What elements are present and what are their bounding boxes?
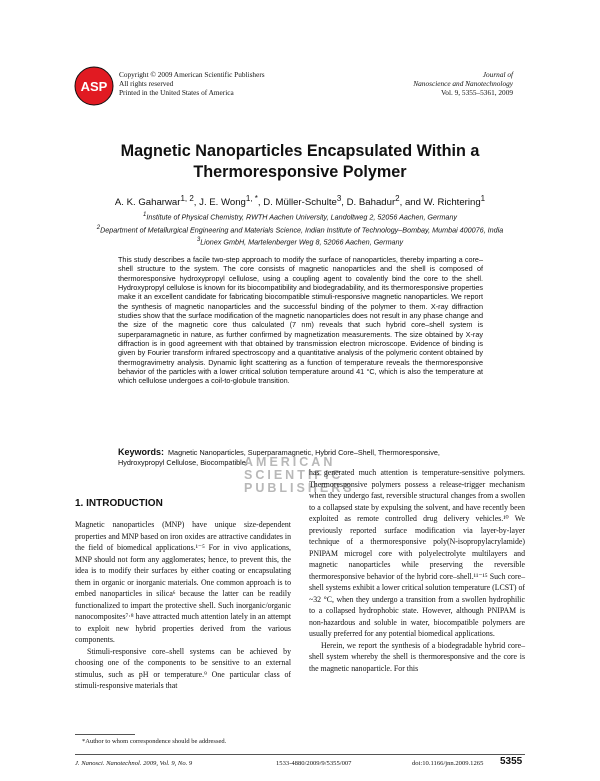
author-separator: , [341,197,347,209]
paragraph: Herein, we report the synthesis of a biodegradable hybrid core–shell system whereby the shell is thermoresponsive and the core is the magnetic nanoparticle. For this [309,640,525,673]
author-separator: , and [399,197,424,209]
left-column [75,519,291,692]
rights-line: All rights reserved [119,79,174,88]
affiliation-text: Lionex GmbH, Martelenberger Weg 8, 52066 Aachen, Germany [200,237,404,247]
section-heading [75,498,163,509]
asp-logo-text: ASP [80,79,108,94]
asp-logo [74,66,114,106]
paragraph: Magnetic nanoparticles (MNP) have unique size-dependent properties and MNP based on iron oxides are attractive candidates in the field of biomedical applications.¹⁻⁵ For in vivo applications, MNP should not form any agglomerates; hence, to prevent this, the idea is to modify their surfaces by either coating or encapsulating them in organic or inorganic materials. One common approach is to embed nanoparticles in silica⁶ because the latter can be readily functionalized to impart the protective shell. Such inorganic/organic nanocomposites⁷·⁸ have attracted much attention lately in an attempt to exploit new hybrid properties derived from the various components. [75,520,291,644]
journal-line-1: Journal of [482,70,513,79]
author-sup: 3 [336,194,342,203]
paragraph: Stimuli-responsive core–shell systems can be achieved by choosing one of the components to be sensitive to an external stimulus, such as pH or temperature.⁹ One particular class of stimuli-responsive materials that [75,646,291,690]
copyright-line: Copyright © 2009 American Scientific Publishers [119,70,265,79]
author-sup: 1, * [245,194,258,203]
affiliation-item [60,223,540,236]
author-name: D. Bahadur [346,197,396,209]
footnote: *Author to whom correspondence should be addressed. [82,738,227,745]
author-list [0,194,600,208]
author-name: D. Müller-Schulte [263,197,337,209]
footnote-rule [75,734,135,735]
author-sup: 2 [395,194,400,203]
paragraph: has generated much attention is temperature-sensitive polymers. Thermoresponsive polymers possess a release-trigger mechanism when they undergo fast, reversible structural changes from a swollen to a collapsed state by expulsing the solvent, and have recently been exploited as remote controlled drug delivery vehicles.¹⁰ We previously reported surface modification via layer-by-layer technique of a thermoresponsive poly(N-isopropylacrylamide) PNIPAM microgel core with polyelectrolyte multilayers and magnetic nanoparticles while preserving the reversible thermoresponsive behavior of the hybrid core–shell.¹¹⁻¹⁵ Such core–shell systems exhibit a lower critical solution temperature (LCST) of ~32 °C, when they undergo a transition from a swollen hydrophilic to a collapsed hydrophobic state. However, although PNIPAM is non-hazardous and soluble in water, biocompatible polymers are usually preferred for any potential biomedical applications. [309,468,525,638]
author-separator: , [193,197,200,209]
author-sup: 1, 2 [180,194,194,203]
footer-doi: doi:10.1166/jnn.2009.1265 [412,760,484,767]
printed-line: Printed in the United States of America [119,88,234,97]
title-line-1: Magnetic Nanoparticles Encapsulated Within a [120,142,480,160]
copyright-block [119,70,265,97]
journal-volume: Vol. 9, 5355–5361, 2009 [440,88,513,97]
affiliation-item [60,210,540,223]
abstract: This study describes a facile two-step approach to modify the surface of nanoparticles, thereby imparting a core–shell structure to the system. The core consists of magnetic nanoparticles and the shell is composed of thermoresponsive hydroxypropyl cellulose, using a coupling agent to covalently bind the core to the shell. Hydroxypropyl cellulose is known for its biocompatibility and biodegradability, and its thermoresponsive properties make it an excellent candidate for fabricating biocompatible stimuli-responsive magnetic nanoparticles. We report the synthesis of magnetic nanoparticles and the successful binding of the polymer to them. X-ray diffraction studies show that the surface modification of the magnetic nanoparticles does not result in any phase change and the size of the magnetic core thus calculated (7 nm) reveals that such hybrid core–shell system is superparamagnetic in nature, as further confirmed by magnetization measurements. The size obtained by X-ray diffraction is in good agreement with that obtained by transmission electron microscope. Evidence of binding is given by Fourier transform infrared spectroscopy and a quantitative analysis of the polymeric content obtained by thermogravimetry analysis. Dynamic light scattering as a function of temperature reveals the thermoresponsive behavior of the particles with a lower critical solution temperature around 41 °C, which is also the temperature at which cellulose undergoes a coil-to-globule transition. [118,255,483,386]
affiliations [60,210,540,248]
section-number: 1. [75,498,84,509]
affiliation-text: Institute of Physical Chemistry, RWTH Aachen University, Landoltweg 2, 52056 Aachen, Germany [146,212,457,222]
author-name: J. E. Wong [199,197,246,209]
watermark-line: SCIENTIFIC [244,468,344,482]
footer-issn: 1533-4880/2009/9/5355/007 [276,760,352,767]
watermark-line: AMERICAN [244,455,336,469]
footer-citation: J. Nanosci. Nanotechnol. 2009, Vol. 9, No. 9 [75,760,193,767]
affiliation-sup: 2 [96,224,101,231]
author-separator: , [257,197,264,209]
journal-line-2: Nanoscience and Nanotechnology [413,79,513,88]
keywords-label: Keywords: [118,447,165,457]
affiliation-sup: 1 [142,212,147,218]
affiliation-text: Department of Metallurgical Engineering and Materials Science, Indian Institute of Technology–Bombay, Mumbai 400076, India [100,224,504,234]
author-name: W. Richtering [423,197,481,209]
footer-rule [75,754,525,755]
author-sup: 1 [480,194,486,203]
watermark-line: PUBLISHERS [244,481,355,495]
affiliation-sup: 3 [196,237,201,244]
page-number: 5355 [500,756,523,767]
right-column [309,467,525,674]
journal-info [413,70,513,97]
affiliation-item [60,235,540,248]
paper-title [0,141,600,183]
section-title: INTRODUCTION [86,498,163,509]
author-name: A. K. Gaharwar [114,197,181,209]
keywords-text: Magnetic Nanoparticles, Superparamagnetic, Hybrid Core–Shell, Thermoresponsive, Hydroxypropyl Cellulose, Biocompatible. [118,448,440,467]
title-line-2: Thermoresponsive Polymer [193,163,407,181]
